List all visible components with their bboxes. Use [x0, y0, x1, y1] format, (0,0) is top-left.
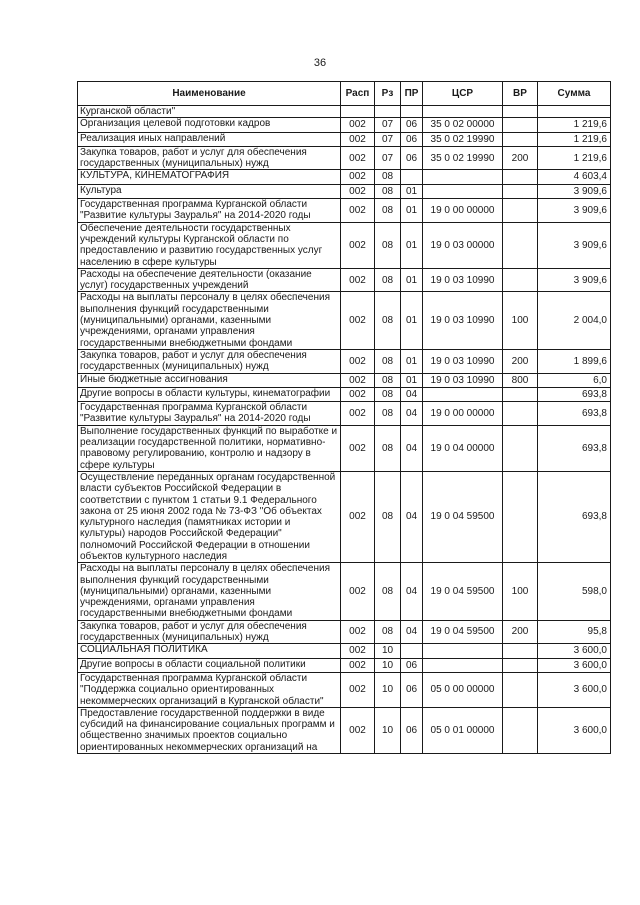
cell-name: Предоставление государственной поддержки в виде субсидий на финансирование социальных программ и общественно значимых проектов социально ориентированных некоммерческих организаций на	[78, 707, 341, 753]
cell-csr: 19 0 04 00000	[423, 425, 503, 471]
cell-name: Другие вопросы в области культуры, кинематографии	[78, 387, 341, 401]
cell-name: Расходы на обеспечение деятельности (оказание услуг) государственных учреждений	[78, 268, 341, 292]
cell-csr: 35 0 02 00000	[423, 118, 503, 132]
table-row	[78, 672, 611, 707]
cell-sum: 598,0	[538, 563, 611, 620]
cell-name: Государственная программа Курганской области "Развитие культуры Зауралья" на 2014-2020 годы	[78, 402, 341, 426]
cell-sum: 4 603,4	[538, 170, 611, 184]
cell-sum: 2 004,0	[538, 292, 611, 349]
table-row	[78, 199, 611, 223]
cell-pr: 04	[401, 620, 423, 644]
cell-name: Закупка товаров, работ и услуг для обеспечения государственных (муниципальных) нужд	[78, 146, 341, 170]
cell-sum: 3 909,6	[538, 199, 611, 223]
cell-sum: 95,8	[538, 620, 611, 644]
cell-sum: 3 909,6	[538, 268, 611, 292]
cell-name: Иные бюджетные ассигнования	[78, 373, 341, 387]
cell-rz: 08	[375, 268, 401, 292]
cell-rz: 08	[375, 387, 401, 401]
cell-pr: 01	[401, 268, 423, 292]
cell-name: Другие вопросы в области социальной политики	[78, 658, 341, 672]
cell-rasp: 002	[341, 170, 375, 184]
table-row	[78, 292, 611, 349]
cell-csr: 05 0 00 00000	[423, 672, 503, 707]
cell-rz: 08	[375, 292, 401, 349]
table-row	[78, 268, 611, 292]
cell-vr	[503, 199, 538, 223]
cell-vr	[503, 222, 538, 268]
cell-rasp: 002	[341, 658, 375, 672]
cell-vr	[503, 268, 538, 292]
cell-rz: 07	[375, 118, 401, 132]
cell-csr: 19 0 03 10990	[423, 349, 503, 373]
cell-sum: 3 600,0	[538, 658, 611, 672]
cell-sum: 693,8	[538, 425, 611, 471]
cell-csr: 19 0 03 10990	[423, 373, 503, 387]
cell-pr: 06	[401, 118, 423, 132]
cell-pr: 06	[401, 146, 423, 170]
cell-rz	[375, 106, 401, 118]
cell-name: Организация целевой подготовки кадров	[78, 118, 341, 132]
cell-vr	[503, 707, 538, 753]
cell-vr	[503, 402, 538, 426]
cell-csr	[423, 184, 503, 198]
cell-pr: 04	[401, 387, 423, 401]
cell-vr	[503, 658, 538, 672]
cell-rz: 08	[375, 184, 401, 198]
cell-rasp: 002	[341, 471, 375, 562]
cell-sum: 1 219,6	[538, 132, 611, 146]
table-row	[78, 425, 611, 471]
cell-vr	[503, 118, 538, 132]
table-row	[78, 658, 611, 672]
cell-rz: 10	[375, 707, 401, 753]
cell-pr: 04	[401, 471, 423, 562]
cell-csr	[423, 658, 503, 672]
cell-csr: 19 0 04 59500	[423, 471, 503, 562]
cell-csr: 19 0 04 59500	[423, 620, 503, 644]
cell-rz: 08	[375, 620, 401, 644]
cell-csr	[423, 387, 503, 401]
cell-vr: 100	[503, 292, 538, 349]
cell-pr: 01	[401, 292, 423, 349]
cell-pr: 01	[401, 199, 423, 223]
table-row	[78, 132, 611, 146]
cell-vr	[503, 425, 538, 471]
table-row	[78, 563, 611, 620]
cell-csr: 19 0 00 00000	[423, 199, 503, 223]
cell-sum: 693,8	[538, 402, 611, 426]
cell-csr: 35 0 02 19990	[423, 146, 503, 170]
header-vr: ВР	[503, 82, 538, 106]
cell-name: Курганской области"	[78, 106, 341, 118]
cell-sum: 693,8	[538, 387, 611, 401]
cell-pr: 01	[401, 184, 423, 198]
cell-csr: 19 0 04 59500	[423, 563, 503, 620]
cell-rasp: 002	[341, 620, 375, 644]
cell-name: СОЦИАЛЬНАЯ ПОЛИТИКА	[78, 644, 341, 658]
cell-rasp: 002	[341, 222, 375, 268]
cell-rasp: 002	[341, 373, 375, 387]
cell-csr: 19 0 00 00000	[423, 402, 503, 426]
cell-name: Государственная программа Курганской области "Развитие культуры Зауралья" на 2014-2020 годы	[78, 199, 341, 223]
cell-sum: 3 909,6	[538, 222, 611, 268]
cell-rz: 07	[375, 132, 401, 146]
cell-vr	[503, 170, 538, 184]
cell-vr	[503, 471, 538, 562]
cell-rz: 08	[375, 471, 401, 562]
cell-vr	[503, 644, 538, 658]
cell-csr	[423, 170, 503, 184]
cell-name: Реализация иных направлений	[78, 132, 341, 146]
table-row	[78, 707, 611, 753]
cell-vr	[503, 132, 538, 146]
cell-vr: 800	[503, 373, 538, 387]
table-row	[78, 222, 611, 268]
cell-pr	[401, 170, 423, 184]
cell-rz: 10	[375, 658, 401, 672]
cell-pr: 01	[401, 373, 423, 387]
header-rz: Рз	[375, 82, 401, 106]
cell-sum: 3 909,6	[538, 184, 611, 198]
cell-sum: 1 219,6	[538, 118, 611, 132]
cell-pr: 06	[401, 658, 423, 672]
cell-rasp: 002	[341, 425, 375, 471]
cell-rz: 08	[375, 349, 401, 373]
cell-name: Расходы на выплаты персоналу в целях обеспечения выполнения функций государственными (муниципальными) органами, казенными учреждениями, органами управления государственными внебюджетными фондами	[78, 563, 341, 620]
cell-sum: 3 600,0	[538, 707, 611, 753]
cell-rasp: 002	[341, 644, 375, 658]
table-row	[78, 184, 611, 198]
cell-rasp: 002	[341, 199, 375, 223]
cell-name: Расходы на выплаты персоналу в целях обеспечения выполнения функций государственными (муниципальными) органами, казенными учреждениями, органами управления государственными внебюджетными фондами	[78, 292, 341, 349]
cell-pr: 06	[401, 132, 423, 146]
cell-rz: 07	[375, 146, 401, 170]
cell-pr: 04	[401, 425, 423, 471]
cell-vr: 200	[503, 349, 538, 373]
cell-rasp: 002	[341, 563, 375, 620]
cell-rz: 08	[375, 222, 401, 268]
cell-name: КУЛЬТУРА, КИНЕМАТОГРАФИЯ	[78, 170, 341, 184]
cell-sum: 1 219,6	[538, 146, 611, 170]
table-header-row	[78, 82, 611, 106]
cell-name: Закупка товаров, работ и услуг для обеспечения государственных (муниципальных) нужд	[78, 620, 341, 644]
table-row	[78, 373, 611, 387]
cell-vr: 200	[503, 620, 538, 644]
cell-pr	[401, 644, 423, 658]
cell-pr: 04	[401, 563, 423, 620]
cell-pr	[401, 106, 423, 118]
page-number: 36	[313, 57, 327, 69]
cell-pr: 01	[401, 349, 423, 373]
cell-csr: 19 0 03 10990	[423, 268, 503, 292]
cell-rasp: 002	[341, 349, 375, 373]
cell-pr: 01	[401, 222, 423, 268]
cell-sum: 1 899,6	[538, 349, 611, 373]
budget-table	[77, 81, 611, 754]
cell-rz: 08	[375, 425, 401, 471]
cell-pr: 06	[401, 672, 423, 707]
cell-vr	[503, 106, 538, 118]
cell-rz: 08	[375, 170, 401, 184]
table-row	[78, 170, 611, 184]
header-sum: Сумма	[538, 82, 611, 106]
cell-rasp: 002	[341, 387, 375, 401]
table-row	[78, 387, 611, 401]
cell-name: Государственная программа Курганской области "Поддержка социально ориентированных некоммерческих организаций в Курганской области"	[78, 672, 341, 707]
cell-rz: 10	[375, 672, 401, 707]
cell-sum: 3 600,0	[538, 644, 611, 658]
cell-csr: 19 0 03 10990	[423, 292, 503, 349]
cell-rz: 08	[375, 199, 401, 223]
cell-rasp: 002	[341, 132, 375, 146]
cell-csr	[423, 644, 503, 658]
cell-name: Культура	[78, 184, 341, 198]
cell-vr: 100	[503, 563, 538, 620]
table-row	[78, 106, 611, 118]
table-row	[78, 620, 611, 644]
cell-rasp: 002	[341, 184, 375, 198]
table-row	[78, 118, 611, 132]
cell-pr: 04	[401, 402, 423, 426]
cell-rasp: 002	[341, 146, 375, 170]
cell-name: Обеспечение деятельности государственных учреждений культуры Курганской области по предоставлению и развитию государственных услуг населению в сфере культуры	[78, 222, 341, 268]
cell-vr	[503, 184, 538, 198]
table-row	[78, 644, 611, 658]
cell-csr	[423, 106, 503, 118]
table-row	[78, 402, 611, 426]
cell-rasp: 002	[341, 402, 375, 426]
table-row	[78, 146, 611, 170]
header-pr: ПР	[401, 82, 423, 106]
cell-rasp: 002	[341, 268, 375, 292]
cell-rasp: 002	[341, 672, 375, 707]
cell-rasp	[341, 106, 375, 118]
cell-vr	[503, 672, 538, 707]
cell-vr: 200	[503, 146, 538, 170]
cell-vr	[503, 387, 538, 401]
cell-rz: 08	[375, 563, 401, 620]
table-row	[78, 349, 611, 373]
cell-csr: 19 0 03 00000	[423, 222, 503, 268]
header-rasp: Расп	[341, 82, 375, 106]
cell-csr: 05 0 01 00000	[423, 707, 503, 753]
cell-rz: 08	[375, 402, 401, 426]
table-row	[78, 471, 611, 562]
cell-csr: 35 0 02 19990	[423, 132, 503, 146]
cell-sum: 693,8	[538, 471, 611, 562]
cell-name: Выполнение государственных функций по выработке и реализации государственной политики, нормативно-правовому регулированию, контролю и надзору в сфере культуры	[78, 425, 341, 471]
cell-pr: 06	[401, 707, 423, 753]
header-csr: ЦСР	[423, 82, 503, 106]
cell-sum: 3 600,0	[538, 672, 611, 707]
cell-rasp: 002	[341, 292, 375, 349]
cell-name: Закупка товаров, работ и услуг для обеспечения государственных (муниципальных) нужд	[78, 349, 341, 373]
cell-rasp: 002	[341, 118, 375, 132]
cell-sum	[538, 106, 611, 118]
cell-sum: 6,0	[538, 373, 611, 387]
cell-rz: 10	[375, 644, 401, 658]
cell-name: Осуществление переданных органам государственной власти субъектов Российской Федерации в соответствии с пунктом 1 статьи 9.1 Федерального закона от 25 июня 2002 года № 73-ФЗ "Об объектах культурного наследия (памятниках истории и культуры) народов Российской Федерации" полномочий Российской Федерации в отношении объектов культурного наследия	[78, 471, 341, 562]
cell-rasp: 002	[341, 707, 375, 753]
cell-rz: 08	[375, 373, 401, 387]
header-name: Наименование	[78, 82, 341, 106]
